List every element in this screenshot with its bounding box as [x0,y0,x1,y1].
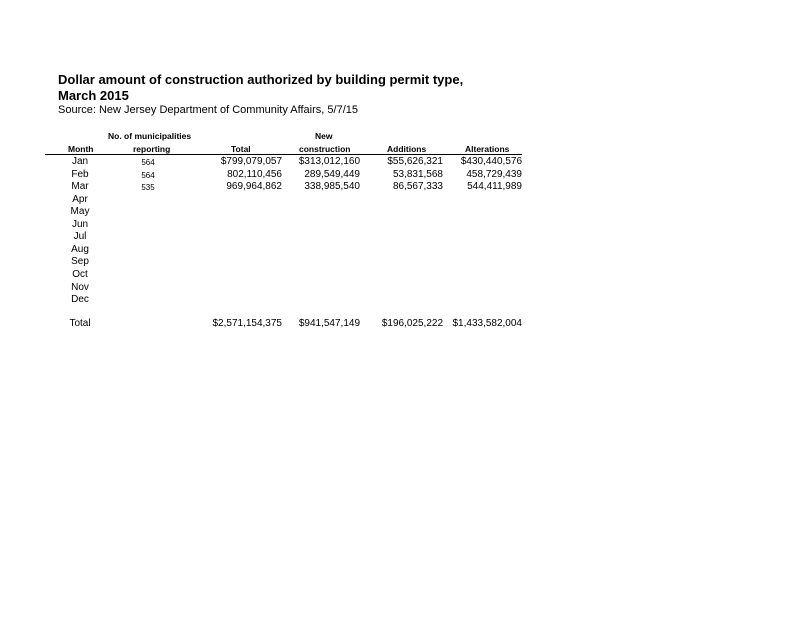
totals-additions: $196,025,222 [381,318,443,329]
new-construction-cell: 289,549,449 [304,168,360,180]
totals-label: Total [69,318,91,329]
totals-alterations: $1,433,582,004 [452,318,522,329]
month-cell: Jan [71,156,89,167]
municipalities-cell: 564 [141,170,155,180]
header-municipalities-top: No. of municipalities [108,131,192,141]
additions-cell: 53,831,568 [392,168,443,180]
additions-cell: 86,567,333 [392,181,443,193]
report-title [58,72,463,104]
month-cell: Mar [71,181,89,193]
header-new-construction: construction [299,144,351,154]
total-cell: $799,079,057 [220,156,282,167]
title-line-2: March 2015 [58,88,129,103]
month-cell: Feb [71,168,89,180]
alterations-cell: 458,729,439 [466,168,522,180]
totals-new-construction: $941,547,149 [298,318,360,329]
alterations-cell: 544,411,989 [467,181,522,193]
month-cell: Apr [72,193,88,205]
municipalities-cell: 535 [141,183,155,193]
month-cell: Oct [72,268,88,280]
month-cell: Dec [71,294,89,306]
header-new-top: New [315,131,333,141]
month-cell: Jul [73,231,87,243]
month-cell: Sep [71,256,89,268]
municipalities-cell: 564 [141,158,155,167]
month-cell: Jun [71,218,89,230]
month-cell: Nov [71,281,89,293]
header-month: Month [68,144,94,154]
month-cell: Aug [71,243,89,255]
new-construction-cell: $313,012,160 [298,156,360,167]
header-rule [45,154,522,155]
alterations-cell: $430,440,576 [460,156,522,167]
new-construction-cell: 338,985,540 [304,181,360,193]
total-cell: 969,964,862 [226,181,282,193]
header-reporting: reporting [133,144,171,154]
title-line-1: Dollar amount of construction authorized by building permit type, [58,72,464,87]
month-cell: May [70,206,90,218]
header-alterations: Alterations [465,144,510,154]
additions-cell: $55,626,321 [387,156,443,167]
header-additions: Additions [387,144,427,154]
header-total: Total [231,144,251,154]
total-cell: 802,110,456 [227,168,282,180]
source-note: Source: New Jersey Department of Community Affairs, 5/7/15 [58,104,358,116]
totals-total: $2,571,154,375 [212,318,282,329]
